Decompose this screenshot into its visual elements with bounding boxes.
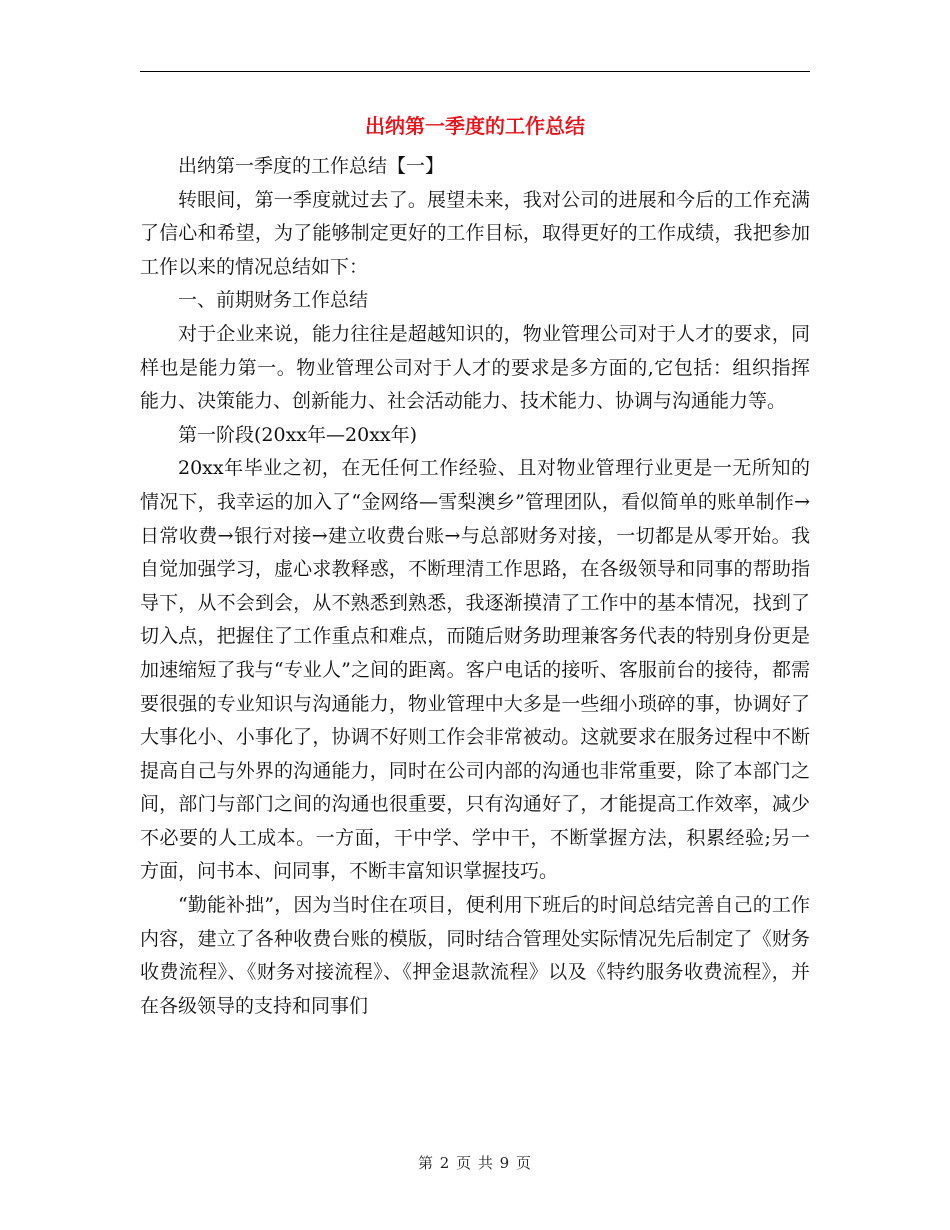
- paragraph: 20xx年毕业之初，在无任何工作经验、且对物业管理行业更是一无所知的情况下，我幸运的加入了“金网络—雪梨澳乡”管理团队，看似简单的账单制作→日常收费→银行对接→建立收费台账→与总部财务对接，一切都是从零开始。我自觉加强学习，虚心求教释惑，不断理清工作思路，在各级领导和同事的帮助指导下，从不会到会，从不熟悉到熟悉，我逐渐摸清了工作中的基本情况，找到了切入点，把握住了工作重点和难点，而随后财务助理兼客务代表的特别身份更是加速缩短了我与“专业人”之间的距离。客户电话的接听、客服前台的接待，都需要很强的专业知识与沟通能力，物业管理中大多是一些细小琐碎的事，协调好了大事化小、小事化了，协调不好则工作会非常被动。这就要求在服务过程中不断提高自己与外界的沟通能力，同时在公司内部的沟通也非常重要，除了本部门之间，部门与部门之间的沟通也很重要，只有沟通好了，才能提高工作效率，减少不必要的人工成本。一方面，干中学、学中干，不断掌握方法，积累经验;另一方面，问书本、问同事，不断丰富知识掌握技巧。: [140, 457, 810, 883]
- paragraph: 对于企业来说，能力往往是超越知识的，物业管理公司对于人才的要求，同样也是能力第一。物业管理公司对于人才的要求是多方面的,它包括：组织指挥能力、决策能力、创新能力、社会活动能力、技术能力、协调与沟通能力等。: [140, 322, 810, 413]
- document-body: [140, 150, 810, 1023]
- section-heading: 出纳第一季度的工作总结【一】: [178, 155, 445, 177]
- stage-heading: 第一阶段(20xx年—20xx年): [178, 423, 418, 446]
- paragraph: 转眼间，第一季度就过去了。展望未来，我对公司的进展和今后的工作充满了信心和希望，为了能够制定更好的工作目标，取得更好的工作成绩，我把参加工作以来的情况总结如下：: [140, 188, 810, 278]
- document-title: 出纳第一季度的工作总结: [365, 114, 585, 138]
- header-rule: [140, 71, 810, 72]
- subsection-heading: 一、前期财务工作总结: [178, 289, 369, 312]
- page-number: 第 2 页 共 9 页: [418, 1154, 532, 1172]
- paragraph: “勤能补拙”，因为当时住在项目，便利用下班后的时间总结完善自己的工作内容，建立了各种收费台账的模版，同时结合管理处实际情况先后制定了《财务收费流程》、《财务对接流程》、《押金退款流程》以及《特约服务收费流程》，并在各级领导的支持和同事们: [140, 894, 810, 1017]
